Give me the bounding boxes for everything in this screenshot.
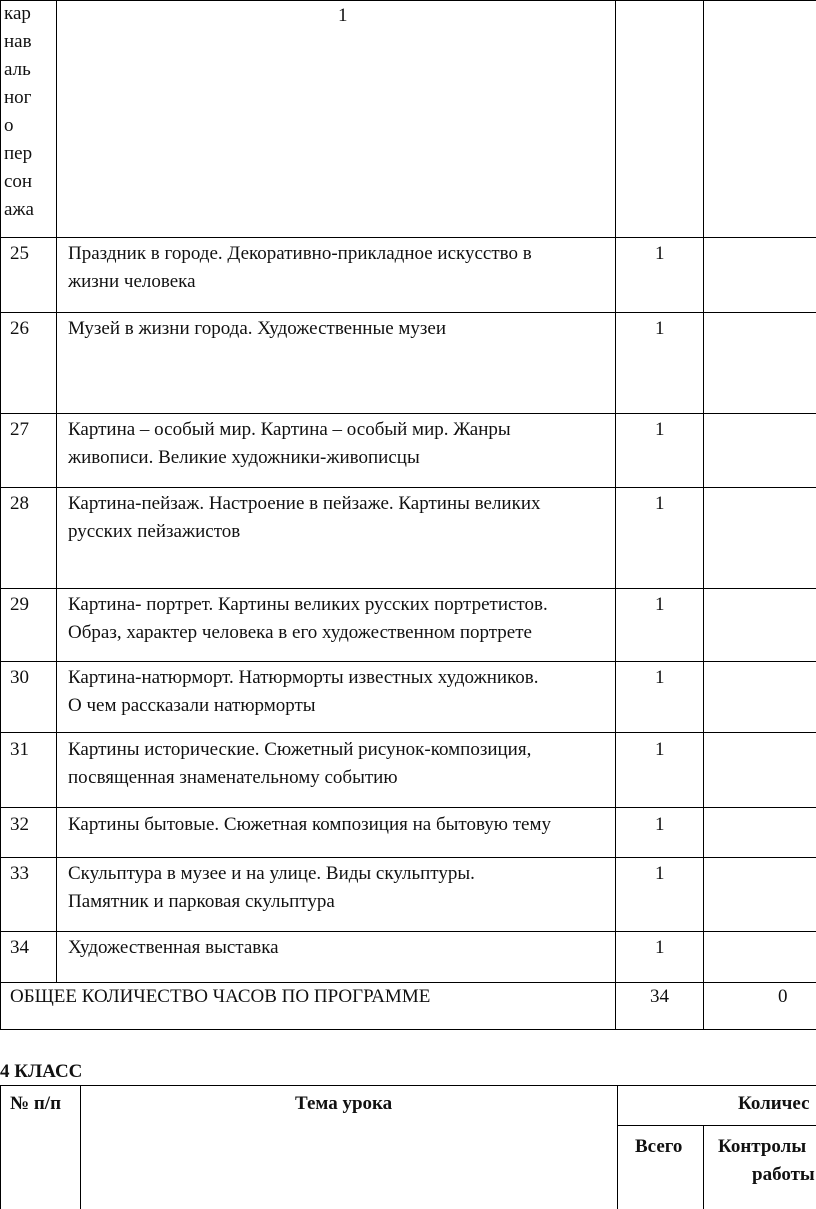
row-divider <box>0 732 816 733</box>
lesson-topic-line: Художественная выставка <box>68 937 279 958</box>
fragment-line: о <box>4 115 14 136</box>
lesson-topic-line: жизни человека <box>68 271 196 292</box>
lesson-topic-line: русских пейзажистов <box>68 521 241 542</box>
lesson-number: 32 <box>10 814 29 835</box>
column-header-count: Количес <box>738 1093 810 1114</box>
hours-cell: 1 <box>655 493 665 514</box>
fragment-line: пер <box>4 143 33 164</box>
fragment-line: ажа <box>4 199 34 220</box>
fragment-line: кар <box>4 3 31 24</box>
lesson-topic-line: Музей в жизни города. Художественные музеи <box>68 318 447 339</box>
topic-fragment <box>4 0 34 224</box>
column-divider-total <box>703 1125 704 1209</box>
hours-cell: 1 <box>655 667 665 688</box>
total-control-works: 0 <box>778 986 788 1007</box>
row-divider <box>0 413 816 414</box>
row-divider <box>0 312 816 313</box>
lesson-number: 34 <box>10 937 29 958</box>
column-divider-num <box>80 1085 81 1209</box>
row-divider <box>0 931 816 932</box>
hours-cell: 1 <box>655 739 665 760</box>
fragment-line: сон <box>4 171 33 192</box>
lesson-topic-line: Картина-пейзаж. Настроение в пейзаже. Картины великих <box>68 493 541 514</box>
hours-cell: 1 <box>655 318 665 339</box>
column-divider-topic <box>615 0 616 1030</box>
column-header-control-works: Контролы <box>718 1136 807 1157</box>
total-label: ОБЩЕЕ КОЛИЧЕСТВО ЧАСОВ ПО ПРОГРАММЕ <box>10 986 431 1007</box>
lesson-topic-line: Праздник в городе. Декоративно-прикладное искусство в <box>68 243 532 264</box>
column-header-control-works-line2: работы <box>752 1164 815 1185</box>
column-header-topic: Тема урока <box>295 1093 393 1114</box>
fragment-line: ног <box>4 87 32 108</box>
table-border-top <box>0 1085 816 1086</box>
lesson-topic-line: Картины исторические. Сюжетный рисунок-композиция, <box>68 739 532 760</box>
lesson-number: 30 <box>10 667 29 688</box>
lesson-topic-line: Картина-натюрморт. Натюрморты известных художников. <box>68 667 539 688</box>
hours-cell: 1 <box>655 243 665 264</box>
lesson-number: 33 <box>10 863 29 884</box>
row-divider <box>0 857 816 858</box>
hours-cell: 1 <box>655 863 665 884</box>
lesson-topic-line: Памятник и парковая скульптура <box>68 891 335 912</box>
table-border-left <box>0 1085 1 1209</box>
row-divider <box>0 661 816 662</box>
lesson-number: 25 <box>10 243 29 264</box>
hours-cell: 1 <box>655 814 665 835</box>
lesson-topic-line: Картина- портрет. Картины великих русских портретистов. <box>68 594 548 615</box>
column-divider-topic <box>617 1085 618 1209</box>
column-divider-hours <box>703 0 704 1030</box>
row-divider <box>0 807 816 808</box>
row-divider <box>0 237 816 238</box>
lesson-number: 29 <box>10 594 29 615</box>
lesson-topic-line: посвященная знаменательному событию <box>68 767 398 788</box>
lesson-number: 26 <box>10 318 29 339</box>
lesson-topic-line: Картины бытовые. Сюжетная композиция на бытовую тему <box>68 814 551 835</box>
column-divider-num <box>56 0 57 982</box>
lesson-topic-line: Образ, характер человека в его художественном портрете <box>68 622 532 643</box>
lesson-topic-line: О чем рассказали натюрморты <box>68 695 316 716</box>
lesson-number: 28 <box>10 493 29 514</box>
lesson-topic-line: Скульптура в музее и на улице. Виды скульптуры. <box>68 863 475 884</box>
total-hours: 34 <box>650 986 669 1007</box>
hours-cell: 1 <box>655 594 665 615</box>
fragment-line: нав <box>4 31 32 52</box>
hours-cell: 1 <box>338 5 348 26</box>
lesson-number: 31 <box>10 739 29 760</box>
hours-cell: 1 <box>655 419 665 440</box>
lesson-topic-line: живописи. Великие художники-живописцы <box>68 447 420 468</box>
column-header-total: Всего <box>635 1136 683 1157</box>
column-header-number: № п/п <box>10 1093 62 1114</box>
lesson-table-grade-4 <box>0 1085 816 1209</box>
hours-cell: 1 <box>655 937 665 958</box>
table-border-top <box>0 0 816 1</box>
lesson-number: 27 <box>10 419 29 440</box>
row-divider <box>0 588 816 589</box>
header-subdivider <box>617 1125 816 1126</box>
section-heading-grade-4: 4 КЛАСС <box>0 1061 83 1082</box>
table-border-left <box>0 0 1 1030</box>
lesson-topic-line: Картина – особый мир. Картина – особый мир. Жанры <box>68 419 511 440</box>
table-border-bottom <box>0 1029 816 1030</box>
fragment-line: аль <box>4 59 31 80</box>
row-divider <box>0 487 816 488</box>
